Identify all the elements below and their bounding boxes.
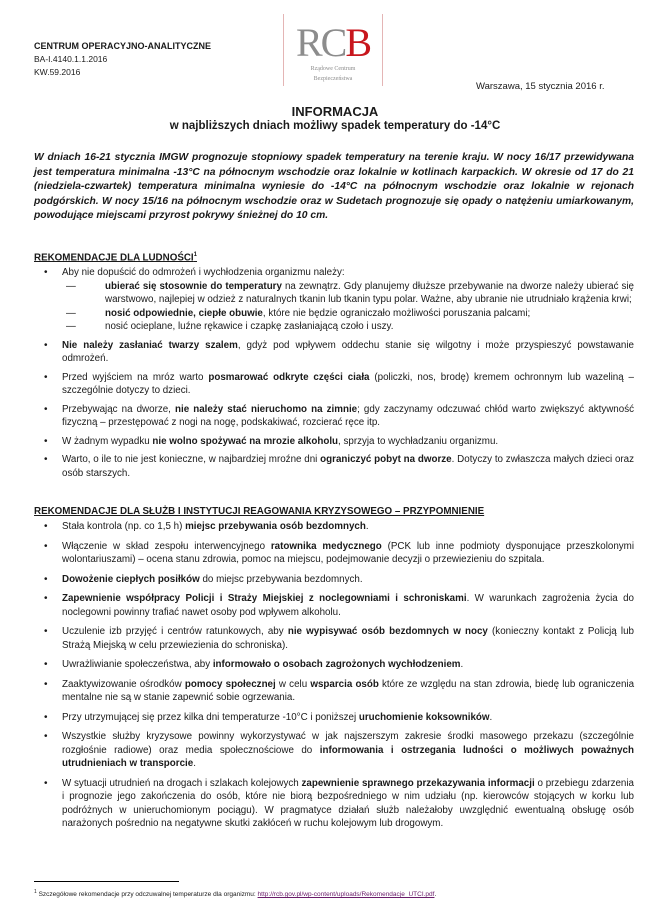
- body-text: .: [193, 758, 196, 769]
- section-heading-text: REKOMENDACJE DLA LUDNOŚCI: [34, 252, 194, 264]
- dash-icon: —: [66, 307, 76, 319]
- document-date: Warszawa, 15 stycznia 2016 r.: [476, 81, 605, 92]
- list-item: [38, 711, 634, 725]
- list-item: [38, 592, 634, 619]
- footnote-trailing: .: [434, 891, 437, 899]
- bullet-icon: •: [44, 777, 48, 789]
- body-text: , które nie będzie ograniczało możliwości poruszania palcami;: [262, 307, 531, 319]
- list-item: [38, 625, 634, 652]
- body-text: o przebiegu zdarzenia i prognozie jego zakończenia do osób, które nie biorą bezpośredniego w nim udziału (np. kierowców stojących w korku lub podróżnych w unieruchomionym pociągu). W pragmatyce działań służb należałoby uwzględnić ewentualną obsługę osób narażonych pośrednio na negatywne skutki zakłóceń w ruchu kolejowym lub drogowym.: [62, 777, 634, 829]
- list-item: [38, 658, 634, 672]
- body-text: Uwrażliwianie społeczeństwa, aby: [62, 659, 213, 670]
- emphasis-text: ratownika medycznego: [270, 540, 382, 552]
- body-text: Aby nie dopuścić do odmrożeń i wychłodzenia organizmu należy:: [62, 267, 345, 278]
- population-recommendations-list: [38, 266, 634, 480]
- body-text: (konieczny kontakt z Policją lub Strażą Miejską w celu przewiezienia do schroniska).: [62, 626, 635, 651]
- body-text: do miejsc przebywania bezdomnych.: [199, 573, 363, 585]
- bullet-icon: •: [44, 454, 48, 465]
- document-subtitle: w najbliższych dniach możliwy spadek temperatury do -14°C: [169, 120, 501, 132]
- document-title: INFORMACJA: [291, 104, 379, 119]
- dash-icon: —: [66, 280, 76, 292]
- bullet-icon: •: [44, 626, 48, 637]
- footnote-ref[interactable]: 1: [193, 252, 198, 258]
- bullet-icon: •: [44, 540, 48, 552]
- body-text: , gdyż pod wpływem oddechu stanie się wilgotny i może przyspieszyć powstawanie odmrożeń.: [62, 339, 634, 364]
- dash-icon: —: [66, 321, 76, 332]
- body-text: (PCK lub inne podmioty dysponujące przeszkolonymi wolontariuszami) – ocena stanu zdrowia, pomoc na miejscu, podejmowanie decyzji o przewiezieniu do szpitala.: [62, 540, 635, 565]
- body-text: Przy utrzymującej się przez kilka dni temperaturze -10°C i poniższej: [62, 711, 359, 723]
- footnote: [34, 889, 436, 898]
- rcb-logo: [283, 14, 383, 86]
- list-item: [38, 403, 634, 430]
- list-item: [38, 435, 634, 449]
- emphasis-text: Zapewnienie współpracy Policji i Straży Miejskiej z noclegowniami i schroniskami: [62, 593, 467, 604]
- bullet-icon: •: [44, 711, 48, 723]
- body-text: . W warunkach zagrożenia życia do noclegowni powinny trafiać nawet osoby pod wpływem alkoholu.: [62, 593, 634, 618]
- bullet-icon: •: [44, 521, 48, 532]
- body-text: Włączenie w skład zespołu interwencyjnego: [62, 540, 271, 552]
- body-text: .: [489, 711, 493, 723]
- body-text: Zaaktywizowanie ośrodków: [62, 678, 185, 690]
- bullet-icon: •: [44, 371, 48, 383]
- list-item: [38, 540, 634, 567]
- body-text: . Dotyczy to zwłaszcza małych dzieci oraz osób starszych.: [62, 454, 635, 479]
- body-text: Przed wyjściem na mróz warto: [62, 371, 209, 383]
- footnote-separator: [34, 881, 179, 882]
- emphasis-text: Nie należy zasłaniać twarzy szalem: [62, 339, 238, 351]
- footnote-text: Szczegółowe rekomendacje przy odczuwalnej temperaturze dla organizmu:: [38, 891, 258, 899]
- list-item: [38, 678, 634, 705]
- intro-paragraph: W dniach 16-21 stycznia IMGW prognozuje stopniowy spadek temperatury na terenie kraju. W nocy 16/17 przewidywana jest temperatura minimalna -13°C na północnym wschodzie oraz lokalnie w kotlinach karpackich. W okresie od 17 do 21 (niedziela-czwartek) temperatura minimalna wyniesie do -14°C na północnym wschodzie oraz lokalnie w rejonach podgórskich. W nocy 15/16 na północnym wschodzie oraz w Sudetach prognozuje się opady o natężeniu umiarkowanym, powodujące miejscami przyrost pokrywy śnieżnej do 10 cm.: [34, 152, 634, 222]
- emphasis-text: uruchomienie koksowników: [358, 711, 490, 723]
- emphasis-text: Dowożenie ciepłych posiłków: [62, 573, 200, 585]
- emphasis-text: posmarować odkryte części ciała: [208, 371, 370, 383]
- bullet-icon: •: [44, 659, 48, 670]
- list-item: [38, 777, 634, 831]
- sub-list-item: [38, 320, 634, 334]
- section-heading-services: REKOMENDACJE DLA SŁUŻB I INSTYTUCJI REAGOWANIA KRYZYSOWEGO – PRZYPOMNIENIE: [34, 506, 485, 517]
- logo-caption: Bezpieczeństwa: [313, 76, 353, 82]
- body-text: które ze względu na stan zdrowia, biedę lub ograniczenia mentalne nie są w stanie zapewnić sobie ogrzewania.: [62, 678, 635, 703]
- list-item: [38, 520, 634, 534]
- body-text: .: [460, 659, 464, 670]
- body-text: Stała kontrola (np. co 1,5 h): [62, 521, 186, 532]
- list-item: [38, 266, 634, 280]
- logo-caption: Rządowe Centrum: [310, 66, 356, 72]
- emphasis-text: nosić odpowiednie, ciepłe obuwie: [105, 307, 263, 319]
- logo-letter-accent: B: [345, 20, 371, 65]
- logo-letters: RC: [295, 20, 346, 65]
- bullet-icon: •: [44, 573, 48, 585]
- bullet-icon: •: [44, 731, 48, 742]
- emphasis-text: pomocy społecznej: [184, 678, 276, 690]
- emphasis-text: nie należy stać nieruchomo na zimnie: [175, 403, 358, 415]
- sub-list-item: [38, 280, 634, 307]
- body-text: Przebywając na dworze,: [62, 403, 175, 415]
- reference-number: KW.59.2016: [34, 67, 81, 77]
- bullet-icon: •: [44, 435, 48, 447]
- emphasis-text: informowało o osobach zagrożonych wychłodzeniem: [212, 659, 461, 670]
- bullet-icon: •: [44, 678, 48, 690]
- list-item: [38, 573, 634, 587]
- list-item: [38, 453, 634, 480]
- footnote-number: 1: [34, 889, 37, 895]
- bullet-icon: •: [44, 403, 48, 415]
- body-text: ; gdy zaczynamy odczuwać chłód warto zwiększyć aktywność fizyczną – przestępować z nogi na nogę, podskakiwać, rozcierać ręce itp.: [62, 403, 635, 428]
- body-text: na zewnątrz. Gdy planujemy dłuższe przebywanie na dworze należy ubierać się warstwowo, najlepiej w odzież z naturalnych tkanin lub tkanin typu polar. Ważne, aby ubranie nie utrudniało krążenia krwi;: [105, 280, 635, 305]
- services-recommendations-list: [38, 520, 634, 831]
- bullet-icon: •: [44, 339, 48, 351]
- footnote-link[interactable]: http://rcb.gov.pl/wp-content/uploads/Rekomendacje_UTCI.pdf: [257, 891, 435, 899]
- list-item: [38, 371, 634, 398]
- body-text: w celu: [275, 678, 311, 690]
- org-name: CENTRUM OPERACYJNO-ANALITYCZNE: [34, 41, 212, 51]
- body-text: W sytuacji utrudnień na drogach i szlakach kolejowych: [62, 777, 302, 789]
- emphasis-text: zapewnienie sprawnego przekazywania informacji: [301, 777, 535, 789]
- emphasis-text: wsparcia osób: [310, 678, 379, 690]
- issuer-block: [34, 40, 211, 79]
- body-text: , sprzyja to wychładzaniu organizmu.: [338, 435, 499, 447]
- emphasis-text: nie wolno spożywać na mrozie alkoholu: [152, 435, 339, 447]
- bullet-icon: •: [44, 593, 48, 604]
- body-text: nosić ocieplane, luźne rękawice i czapkę zasłaniającą czoło i uszy.: [105, 321, 394, 332]
- emphasis-text: informowania i ostrzegania ludności o możliwych poważnych utrudnieniach w transporcie: [62, 744, 634, 769]
- body-text: Uczulenie izb przyjęć i centrów ratunkowych, aby: [62, 626, 288, 637]
- emphasis-text: nie wypisywać osób bezdomnych w nocy: [287, 626, 488, 637]
- list-item: [38, 339, 634, 366]
- body-text: Warto, o ile to nie jest konieczne, w najbardziej mroźne dni: [62, 454, 321, 465]
- body-text: W żadnym wypadku: [62, 435, 153, 447]
- sub-list-item: [38, 307, 634, 321]
- emphasis-text: ubierać się stosownie do temperatury: [105, 280, 282, 292]
- bullet-icon: •: [44, 267, 48, 278]
- emphasis-text: miejsc przebywania osób bezdomnych: [185, 521, 366, 532]
- body-text: .: [365, 521, 369, 532]
- list-item: [38, 730, 634, 771]
- body-text: Wszystkie służby kryzysowe powinny wykorzystywać w jak najszerszym zakresie środki masowego przekazu (szczególnie rozgłośnie radiowe) oraz media społecznościowe do: [62, 731, 634, 756]
- reference-number: BA-I.4140.1.1.2016: [34, 54, 108, 64]
- body-text: (policzki, nos, brodę) kremem ochronnym lub wazeliną – szczególnie dotyczy to dzieci.: [62, 371, 635, 396]
- section-heading-population: [34, 252, 197, 263]
- emphasis-text: ograniczyć pobyt na dworze: [320, 454, 452, 465]
